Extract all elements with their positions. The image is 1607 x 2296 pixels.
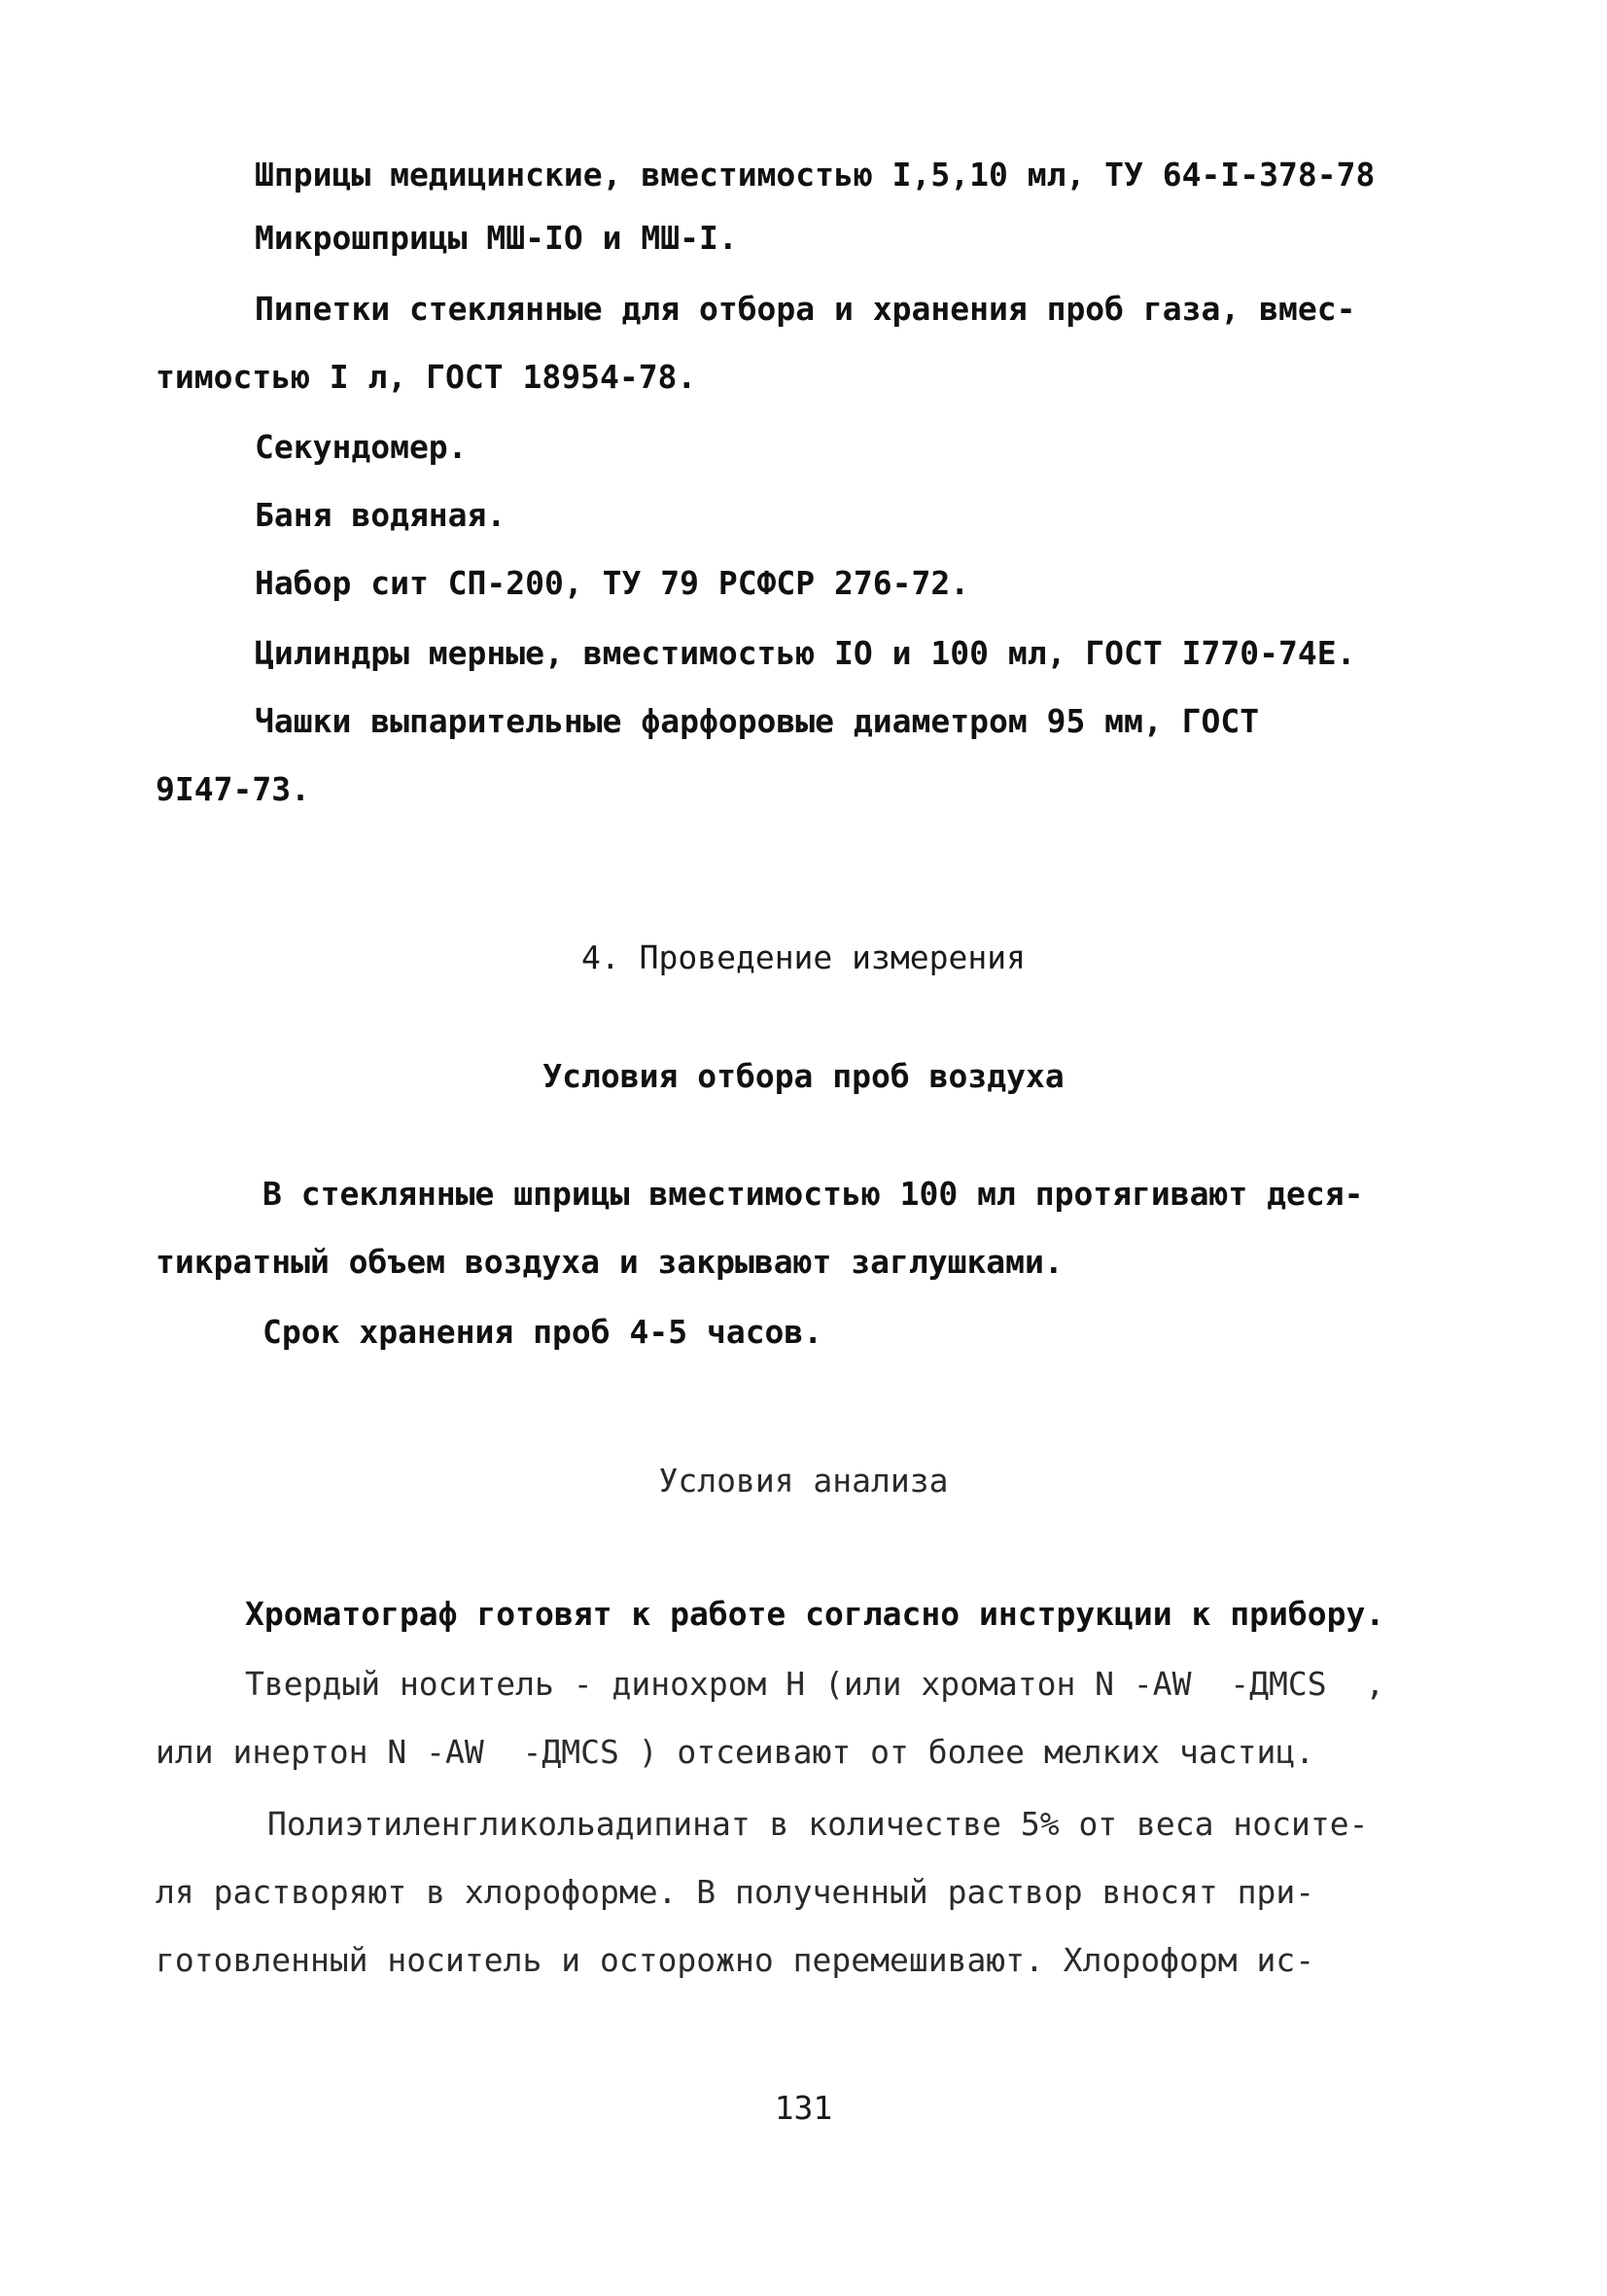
equipment-microsyringes: Микрошприцы МШ-IO и МШ-I. [255,219,738,257]
paragraph-chromatograph: Хроматограф готовят к работе согласно инструкции к прибору. [245,1595,1385,1633]
subheading-analysis: Условия анализа [658,1462,949,1500]
paragraph-sampling-cont: тикратный объем воздуха и закрывают заглушками. [156,1243,1064,1281]
paragraph-phase-cont1: ля растворяют в хлороформе. В полученный раствор вносят при- [156,1873,1315,1911]
equipment-water-bath: Баня водяная. [255,496,507,534]
equipment-syringes: Шприцы медицинские, вместимостью I,5,10 мл, ТУ 64-I-378-78 [255,156,1376,194]
page-number: 131 [774,2089,833,2127]
paragraph-phase-cont2: готовленный носитель и осторожно перемешивают. Хлороформ ис- [156,1941,1315,1979]
equipment-pipettes-cont: тимостью I л, ГОСТ 18954-78. [156,358,697,396]
equipment-dishes-cont: 9I47-73. [156,770,310,808]
equipment-pipettes: Пипетки стеклянные для отбора и хранения проб газа, вмес- [255,290,1356,328]
paragraph-support-cont: или инертон N -AW -ДМCS ) отсеивают от более мелких частиц. [156,1733,1315,1771]
section-heading: 4. Проведение измерения [581,938,1026,976]
equipment-dishes: Чашки выпарительные фарфоровые диаметром 95 мм, ГОСТ [255,702,1260,740]
equipment-sieves: Набор сит СП-200, ТУ 79 РСФСР 276-72. [255,564,970,602]
paragraph-support: Твердый носитель - динохром Н (или хроматон N -AW -ДМCS , [245,1665,1385,1703]
paragraph-phase: Полиэтиленгликольадипинат в количестве 5% от веса носите- [267,1805,1369,1843]
paragraph-sampling: В стеклянные шприцы вместимостью 100 мл протягивают деся- [262,1175,1364,1213]
equipment-cylinders: Цилиндры мерные, вместимостью IO и 100 мл, ГОСТ I770-74Е. [255,634,1356,672]
subheading-sampling: Условия отбора проб воздуха [542,1057,1065,1095]
paragraph-storage: Срок хранения проб 4-5 часов. [262,1313,823,1351]
equipment-stopwatch: Секундомер. [255,428,468,466]
